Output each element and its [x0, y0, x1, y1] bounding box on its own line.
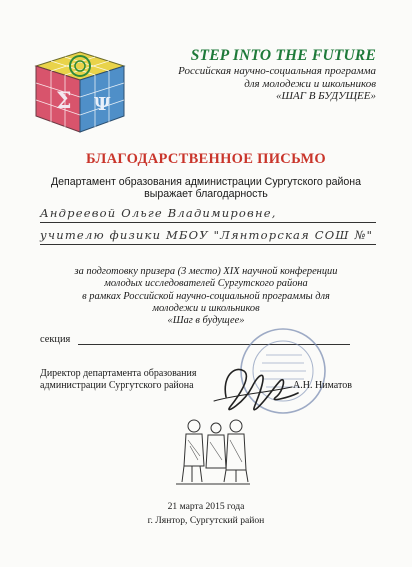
reason-line4: молодежи и школьников [152, 302, 260, 314]
issuer-line1: Департамент образования администрации Сургутского района [50, 176, 362, 188]
monument-illustration-icon [170, 416, 254, 488]
program-header [140, 47, 376, 103]
reason-line1: за подготовку призера (3 место) XIX научной конференции [74, 266, 338, 277]
reason-line3: в рамках Российской научно-социальной программы для [82, 290, 330, 302]
issuer-block [20, 176, 392, 200]
reason-block [28, 266, 384, 327]
program-subtitle-line3: «ШАГ В БУДУЩЕЕ» [276, 90, 376, 102]
signature-icon [204, 357, 304, 419]
position-underline [40, 244, 376, 245]
issuer-line2: выражает благодарность [144, 188, 268, 200]
svg-text:Ψ: Ψ [94, 94, 111, 115]
program-subtitle-line2: для молодежи и школьников [244, 77, 376, 90]
recipient-underline [40, 222, 376, 223]
signer-line1: Директор департамента образования [40, 368, 197, 379]
signer-name: А.Н. Ниматов [293, 380, 352, 391]
reason-line5: «Шаг в будущее» [167, 315, 245, 327]
document-title: БЛАГОДАРСТВЕННОЕ ПИСЬМО [86, 151, 326, 167]
svg-text:Σ: Σ [56, 88, 72, 114]
recipient-name: Андреевой Ольге Владимировне, [40, 206, 277, 220]
issue-date: 21 марта 2015 года [167, 501, 245, 512]
recipient-position: учителю физики МБОУ "Лянторская СОШ №" [40, 228, 374, 242]
program-logo-icon [34, 50, 126, 134]
issue-place: г. Лянтор, Сургутский район [147, 515, 265, 526]
signer-line2: администрации Сургутского района [40, 380, 194, 391]
reason-line2: молодых исследователей Сургутского района [104, 278, 308, 290]
section-label: секция [40, 334, 71, 345]
signer-title [40, 368, 197, 392]
program-subtitle-line1: Российская научно-социальная программа [178, 65, 376, 77]
program-title: STEP INTO THE FUTURE [190, 47, 376, 64]
